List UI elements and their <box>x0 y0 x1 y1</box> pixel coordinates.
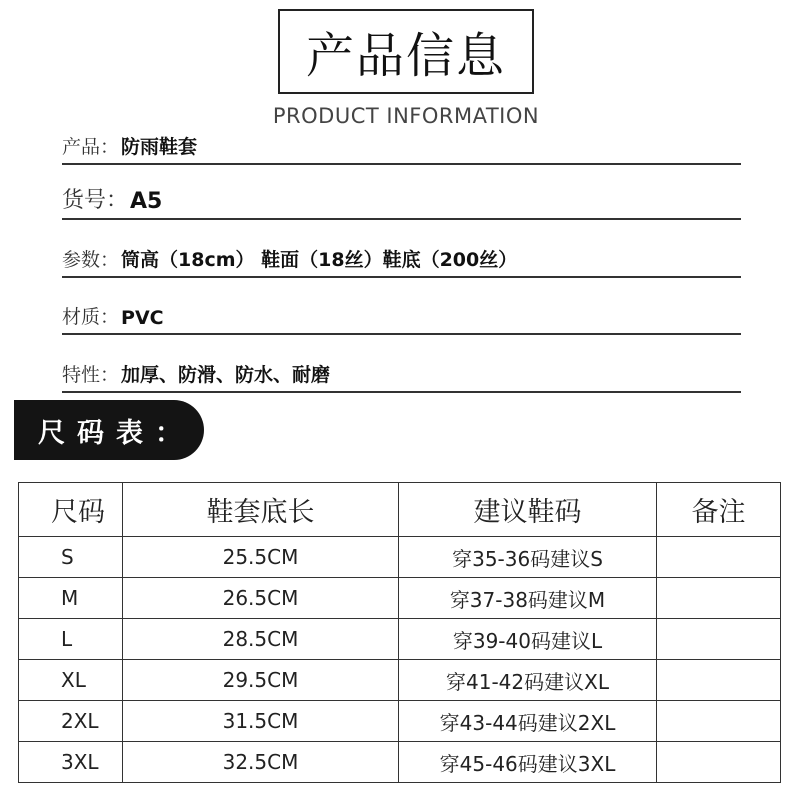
column-header-size: 尺码 <box>19 483 123 537</box>
sole-length-cell: 29.5CM <box>123 660 399 701</box>
info-row-product <box>62 133 741 165</box>
info-value: A5 <box>130 189 163 214</box>
info-label: 特性： <box>62 364 120 386</box>
notes-cell <box>657 578 781 619</box>
notes-cell <box>657 619 781 660</box>
info-row-item-number <box>62 188 741 220</box>
info-row-material <box>62 303 741 335</box>
size-cell: M <box>19 578 123 619</box>
notes-cell <box>657 660 781 701</box>
size-table <box>18 482 781 783</box>
size-cell: 2XL <box>19 701 123 742</box>
info-label: 材质： <box>62 306 120 328</box>
info-value: PVC <box>121 307 164 329</box>
recommendation-cell: 穿45-46码建议3XL <box>399 742 657 783</box>
info-label: 产品： <box>62 136 120 158</box>
info-value: 防雨鞋套 <box>121 136 198 158</box>
sole-length-cell: 25.5CM <box>123 537 399 578</box>
size-cell: XL <box>19 660 123 701</box>
table-row <box>19 660 781 701</box>
size-cell: S <box>19 537 123 578</box>
column-header-notes: 备注 <box>657 483 781 537</box>
recommendation-cell: 穿35-36码建议S <box>399 537 657 578</box>
size-cell: L <box>19 619 123 660</box>
notes-cell <box>657 701 781 742</box>
page-title: 产品信息 <box>278 9 534 94</box>
info-label: 参数： <box>62 249 120 271</box>
notes-cell <box>657 742 781 783</box>
info-value: 筒高（18cm） 鞋面（18丝）鞋底（200丝） <box>121 249 518 271</box>
sole-length-cell: 31.5CM <box>123 701 399 742</box>
table-row <box>19 619 781 660</box>
column-header-sole-length: 鞋套底长 <box>123 483 399 537</box>
info-label: 货号： <box>62 188 129 213</box>
sole-length-cell: 28.5CM <box>123 619 399 660</box>
table-row <box>19 578 781 619</box>
table-row <box>19 742 781 783</box>
info-row-features <box>62 361 741 393</box>
table-row <box>19 701 781 742</box>
info-row-parameters <box>62 246 741 278</box>
size-cell: 3XL <box>19 742 123 783</box>
table-row <box>19 537 781 578</box>
table-header-row <box>19 483 781 537</box>
recommendation-cell: 穿43-44码建议2XL <box>399 701 657 742</box>
size-chart-banner: 尺码表： <box>14 400 204 460</box>
recommendation-cell: 穿37-38码建议M <box>399 578 657 619</box>
sole-length-cell: 26.5CM <box>123 578 399 619</box>
recommendation-cell: 穿41-42码建议XL <box>399 660 657 701</box>
recommendation-cell: 穿39-40码建议L <box>399 619 657 660</box>
sole-length-cell: 32.5CM <box>123 742 399 783</box>
page-subtitle: PRODUCT INFORMATION <box>272 104 540 128</box>
notes-cell <box>657 537 781 578</box>
column-header-recommended-shoe-size: 建议鞋码 <box>399 483 657 537</box>
info-value: 加厚、防滑、防水、耐磨 <box>121 364 331 386</box>
